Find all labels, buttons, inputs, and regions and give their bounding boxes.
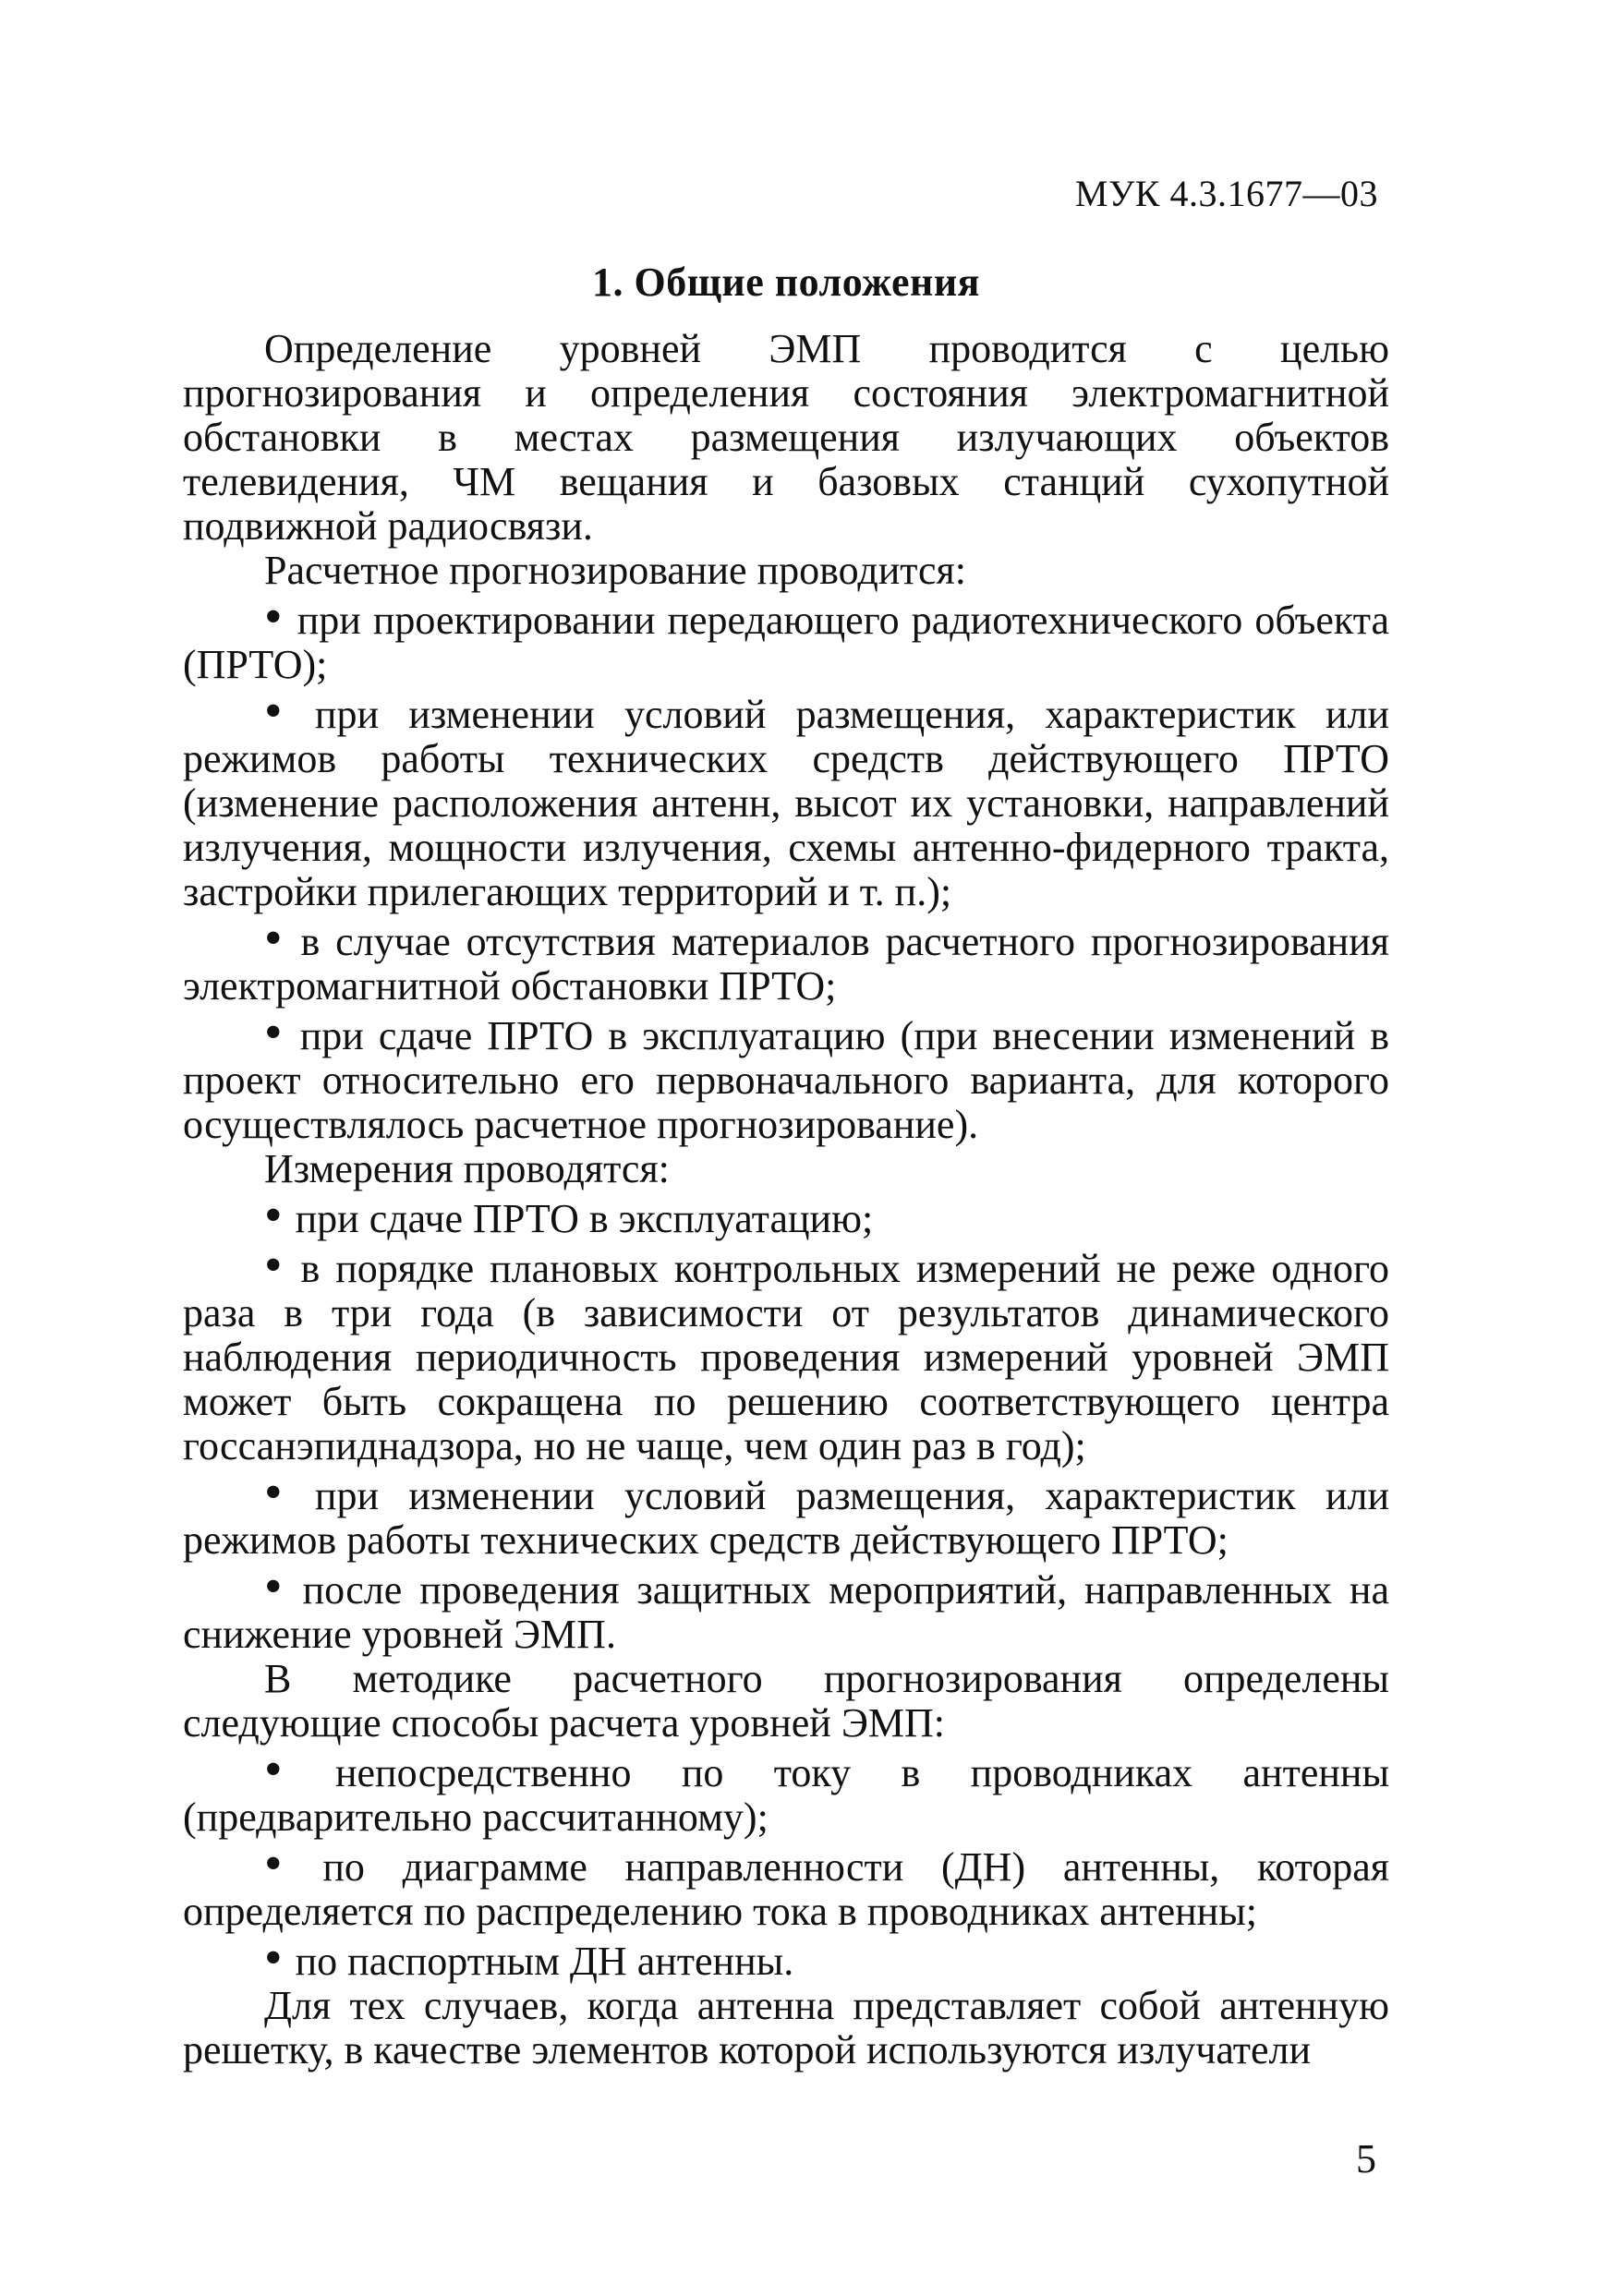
forecast-lead: Расчетное прогнозирование проводится:: [264, 548, 967, 593]
closing-paragraph: Для тех случаев, когда антенна представляет собой антенную решетку, в качестве элементов которой используются излучатели: [183, 1983, 1389, 2072]
section-title: 1. Общие положения: [592, 260, 980, 305]
intro-paragraph: Определение уровней ЭМП проводится с целью прогнозирования и определения состояния электромагнитной обстановки в местах размещения излучающих объектов телевидения, ЧМ вещания и базовых станций сухопутной подвижной радиосвязи.: [183, 326, 1389, 549]
measure-lead: Измерения проводятся:: [264, 1146, 670, 1191]
page-number: 5: [1356, 2136, 1376, 2181]
list-item: • при проектировании передающего радиотехнического объекта (ПРТО);: [183, 598, 1389, 687]
methods-lead: В методике расчетного прогнозирования определены следующие способы расчета уровней ЭМП:: [183, 1656, 1389, 1746]
list-item: • после проведения защитных мероприятий, направленных на снижение уровней ЭМП.: [183, 1568, 1389, 1657]
list-item: • по паспортным ДН антенны.: [183, 1940, 1389, 1984]
list-item: • в порядке плановых контрольных измерений не реже одного раза в три года (в зависимости от результатов динамического наблюдения периодичность проведения измерений уровней ЭМП может быть сокращена по решению соответствующего центра госсанэпиднадзора, но не чаще, чем один раз в год);: [183, 1247, 1389, 1468]
list-item: • при изменении условий размещения, характеристик или режимов работы технических средств действующего ПРТО;: [183, 1474, 1389, 1563]
document-code: МУК 4.3.1677—03: [1074, 173, 1378, 214]
list-item: • при сдаче ПРТО в эксплуатацию (при внесении изменений в проект относительно его первоначального варианта, для которого осуществлялось расчетное прогнозирование).: [183, 1014, 1389, 1147]
list-item: • при изменении условий размещения, характеристик или режимов работы технических средств действующего ПРТО (изменение расположения антенн, высот их установки, направлений излучения, мощности излучения, схемы антенно-фидерного тракта, застройки прилегающих территорий и т. п.);: [183, 693, 1389, 914]
list-item: • в случае отсутствия материалов расчетного прогнозирования электромагнитной обстановки ПРТО;: [183, 920, 1389, 1009]
list-item: • непосредственно по току в проводниках антенны (предварительно рассчитанному);: [183, 1751, 1389, 1840]
page-content: [183, 259, 1389, 2072]
list-item: • по диаграмме направленности (ДН) антенны, которая определяется по распределению тока в проводниках антенны;: [183, 1845, 1389, 1934]
list-item: • при сдаче ПРТО в эксплуатацию;: [183, 1197, 1389, 1241]
